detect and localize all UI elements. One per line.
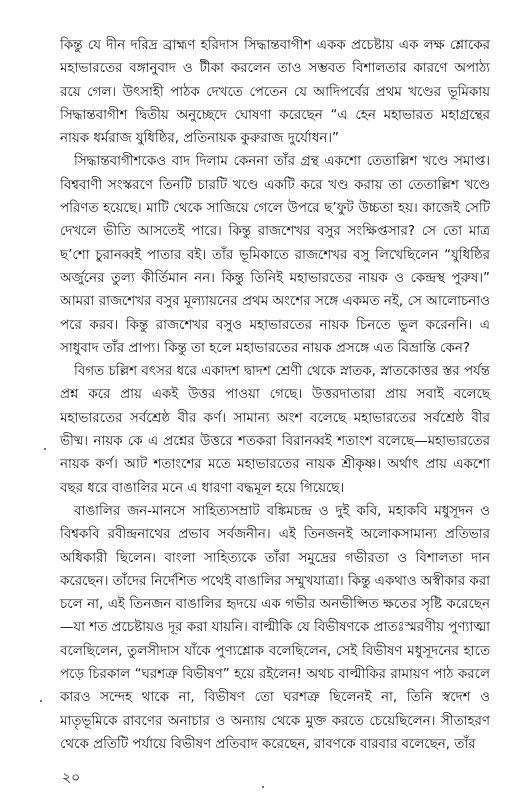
paragraph-2: সিদ্ধান্তবাগীশকেও বাদ দিলাম কেননা তাঁর গ্রন্থ একশো তেতাল্লিশ খণ্ডে সমাপ্ত। বিশ্ববাণী সংস্করণে তিনটি চারটি খণ্ডে একটি করে খণ্ড করায় তা তেতাল্লিশ খণ্ডে পরিণত হয়েছে। মাটি থেকে সাজিয়ে গেলে উপরে ছ’ফুট উচ্চতা হয়। কাজেই সেটি দেখলে ভীতি আসতেই পারে। কিন্তু রাজশেখর বসুর সংক্ষিপ্তসার? সে তো মাত্র ছ’শো চুরানব্বই পাতার বই। তাঁর ভূমিকাতে রাজশেখর বসু লিখেছিলেন “যুধিষ্ঠির অর্জুনের তুল্য কীর্তিমান নন। কিন্তু তিনিই মহাভারতের নায়ক ও কেন্দ্রস্থ পুরুষ।” আমরা রাজশেখর বসুর মূল্যায়নের প্রথম অংশের সঙ্গে একমত নই, সে আলোচনাও পরে করব। কিন্তু রাজশেখর বসুও মহাভারতের নায়ক চিনতে ভুল করেননি। এ সাধুবাদ তাঁর প্রাপ্য। কিন্তু তা হলে মহাভারতের নায়ক প্রসঙ্গে এত বিভ্রান্তি কেন?	[60, 154, 490, 356]
print-speck-2	[40, 700, 42, 702]
paragraph-4: বাঙালির জন-মানসে সাহিত্যসম্রাট বঙ্কিমচন্দ্র ও দুই কবি, মহাকবি মধুসূদন ও বিশ্বকবি রবীন্দ্রনাথের প্রভাব সর্বজনীন। এই তিনজনই অলোকসামান্য প্রতিভার অধিকারী ছিলেন। বাংলা সাহিত্যকে তাঁরা সমুদ্রের গভীরতা ও বিশালতা দান করেছেন। তাঁদের নির্দেশিত পথেই বাঙালির সম্মুখযাত্রা। কিন্তু একথাও অস্বীকার করা চলে না, এই তিনজন বাঙালির হৃদয়ে এক গভীর অনভীপ্সিত ক্ষতের সৃষ্টি করেছেন—যা শত প্রচেষ্টায়ও দূর করা যায়নি। বাল্মীকি যে বিভীষণকে প্রাতঃস্মরণীয় পুণ্যাত্মা বলেছিলেন, তুলসীদাস যাঁকে পুণ্যশ্লোক বলেছিলেন, সেই বিভীষণ মধুসূদনের হাতে পড়ে চিরকাল “ঘরশত্রু বিভীষণ” হয়ে রইলেন! অথচ বাল্মীকির রামায়ণ পাঠ করলে কারও সন্দেহ থাকে না, বিভীষণ তো ঘরশত্রু ছিলেনই না, তিনি স্বদেশ ও মাতৃভূমিকে রাবণের অনাচার ও অন্যায় থেকে মুক্ত করতে চেয়েছিলেন। সীতাহরণ থেকে প্রতিটি পর্যায়ে বিভীষণ প্রতিবাদ করেছেন, রাবণকে বারবার বলেছেন, তাঁর	[60, 503, 490, 752]
paragraph-1: কিন্তু যে দীন দরিদ্র ব্রাহ্মণ হরিদাস সিদ্ধান্তবাগীশ একক প্রচেষ্টায় এক লক্ষ শ্লোকের মহাভারতের বঙ্গানুবাদ ও টীকা করলেন তাও সম্ভবত বিশালতার কারণে অপাঠ্য রয়ে গেল। উৎসাহী পাঠক দেখতে পেতেন যে আদিপর্বের প্রথম খণ্ডের ভূমিকায় সিদ্ধান্তবাগীশ দ্বিতীয় অনুচ্ছেদে ঘোষণা করেছেন “এ হেন মহাভারত মহাগ্রন্থের নায়ক ধর্মরাজ যুধিষ্ঠির, প্রতিনায়ক কুরুরাজ দুর্যোধন।”	[60, 38, 490, 147]
body-text	[60, 34, 490, 756]
page-number: ২০	[62, 770, 81, 786]
print-speck-1	[44, 448, 46, 450]
paragraph-3: বিগত চল্লিশ বৎসর ধরে একাদশ দ্বাদশ শ্রেণী থেকে স্নাতক, স্নাতকোত্তর স্তর পর্যন্ত প্রশ্ন করে প্রায় একই উত্তর পাওয়া গেছে। উত্তরদাতারা প্রায় সবাই বলেছে মহাভারতের সর্বশ্রেষ্ঠ বীর কর্ণ। সামান্য অংশ বলেছে মহাভারতের সর্বশ্রেষ্ঠ বীর ভীষ্ম। নায়ক কে এ প্রশ্নের উত্তরে শতকরা বিরানব্বই শতাংশ বলেছে—মহাভারতের নায়ক কর্ণ। আট শতাংশের মতে মহাভারতের নায়ক শ্রীকৃষ্ণ। অর্থাৎ প্রায় একশো বছর ধরে বাঙালির মনে এ ধারণা বদ্ধমূল হয়ে গিয়েছে।	[60, 364, 490, 496]
print-speck-3	[262, 786, 264, 788]
